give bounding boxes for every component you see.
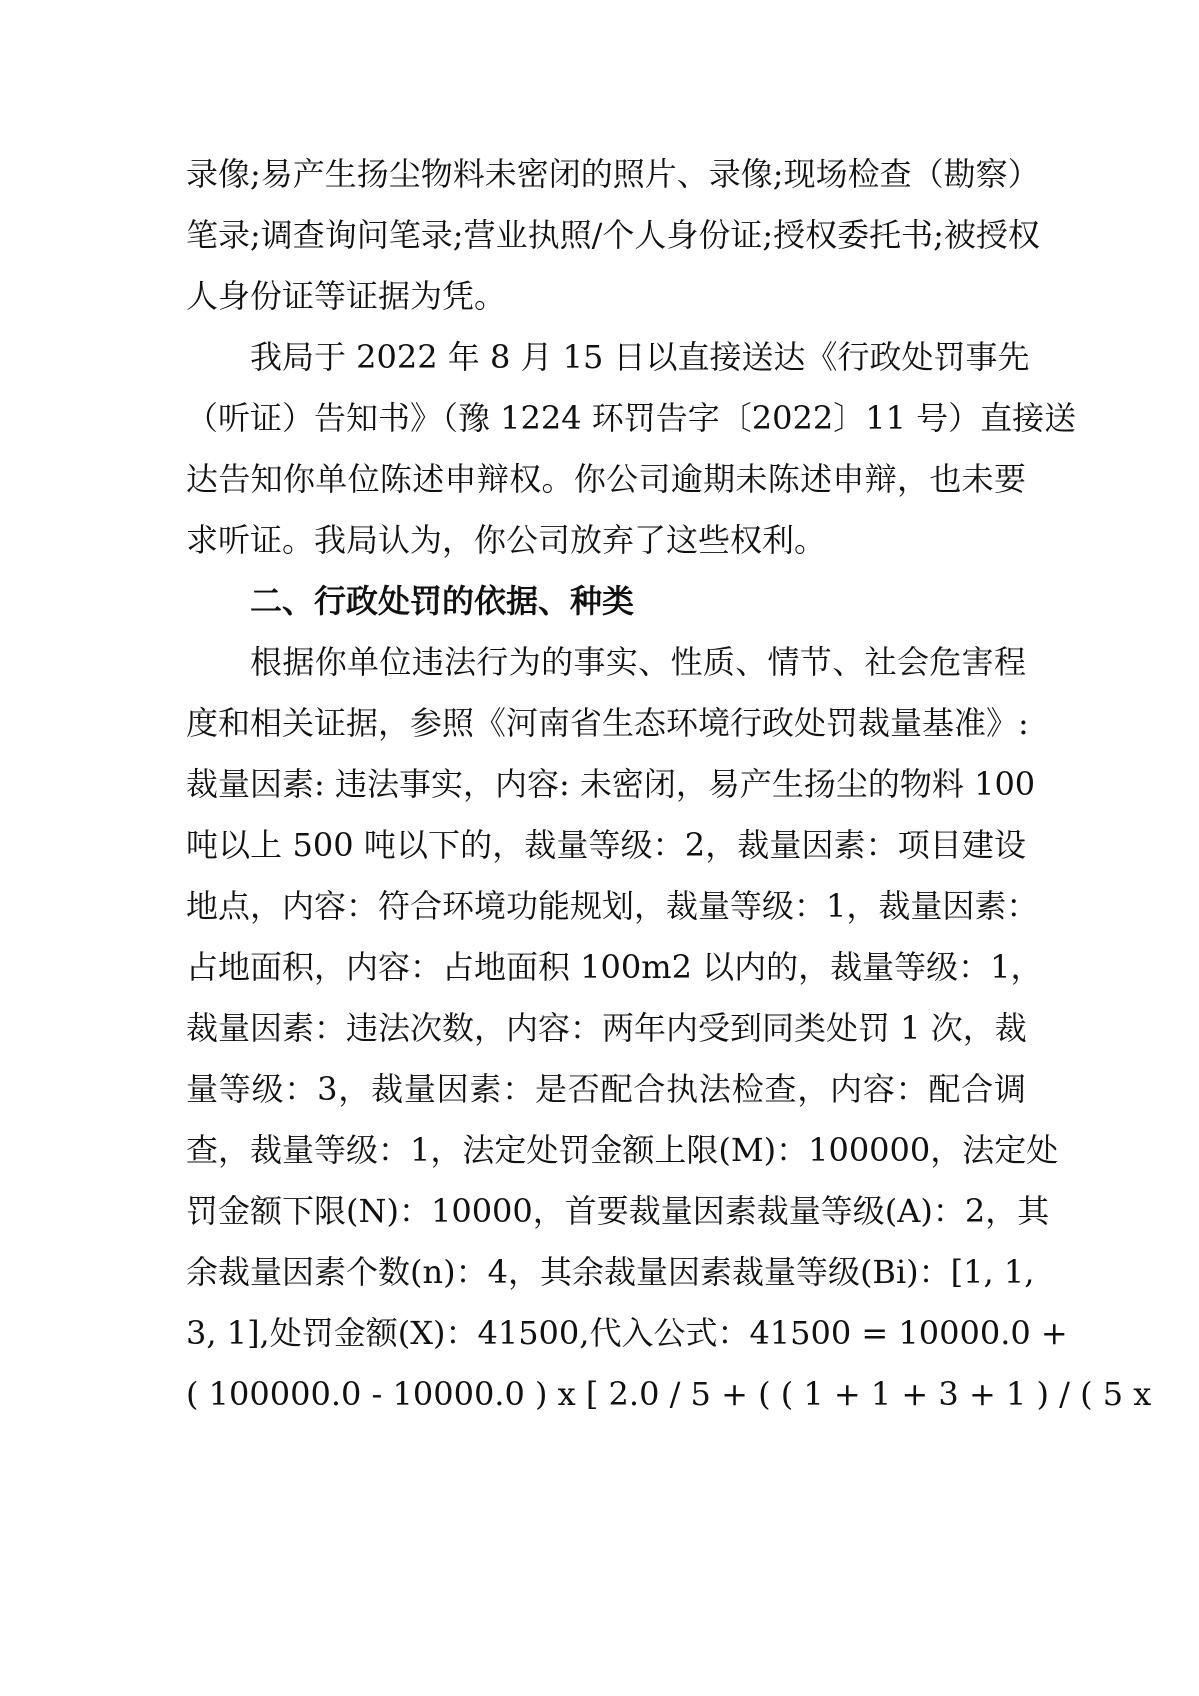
body-text-line: 3, 1],处罚金额(X)：41500,代入公式：41500 = 10000.0 +	[186, 1314, 1068, 1352]
body-text-line: 余裁量因素个数(n)：4，其余裁量因素裁量等级(Bi)：[1, 1,	[186, 1253, 1035, 1291]
body-text-line: 裁量因素: 违法事实，内容: 未密闭，易产生扬尘的物料 100	[186, 765, 1036, 803]
body-text-line: 量等级：3，裁量因素：是否配合执法检查，内容：配合调	[186, 1070, 1026, 1108]
body-text-line: 裁量因素：违法次数，内容：两年内受到同类处罚 1 次，裁	[186, 1009, 1027, 1047]
body-text-line: 罚金额下限(N)：10000，首要裁量因素裁量等级(A)：2，其	[186, 1192, 1050, 1230]
body-text-line: 求听证。我局认为，你公司放弃了这些权利。	[186, 521, 827, 559]
body-text-line: 占地面积，内容：占地面积 100m2 以内的，裁量等级：1，	[186, 948, 1043, 986]
body-text-line: 查，裁量等级：1，法定处罚金额上限(M)：100000，法定处	[186, 1131, 1059, 1169]
body-text-line: 笔录;调查询问笔录;营业执照/个人身份证;授权委托书;被授权	[186, 216, 1040, 254]
body-text-line: 人身份证等证据为凭。	[186, 277, 507, 315]
body-text-line: 我局于 2022 年 8 月 15 日以直接送达《行政处罚事先	[250, 338, 1030, 376]
body-text-line: 度和相关证据，参照《河南省生态环境行政处罚裁量基准》:	[186, 704, 1029, 742]
body-text-line: 达告知你单位陈述申辩权。你公司逾期未陈述申辩，也未要	[186, 460, 1026, 498]
body-text-line: 吨以上 500 吨以下的，裁量等级：2，裁量因素：项目建设	[186, 826, 1026, 864]
body-text-line: 录像;易产生扬尘物料未密闭的照片、录像;现场检查（勘察）	[186, 155, 1040, 193]
body-text-line: （听证）告知书》（豫 1224 环罚告字〔2022〕11 号）直接送	[186, 399, 1077, 437]
body-text-line: 根据你单位违法行为的事实、性质、情节、社会危害程	[250, 643, 1026, 681]
body-text-line: ( 100000.0 - 10000.0 ) x [ 2.0 / 5 + ( ( 1 + 1 + 3 + 1 ) / ( 5 x	[186, 1375, 1152, 1413]
section-heading: 二、行政处罚的依据、种类	[250, 582, 635, 620]
body-text-line: 地点，内容：符合环境功能规划，裁量等级：1，裁量因素：	[186, 887, 1039, 925]
